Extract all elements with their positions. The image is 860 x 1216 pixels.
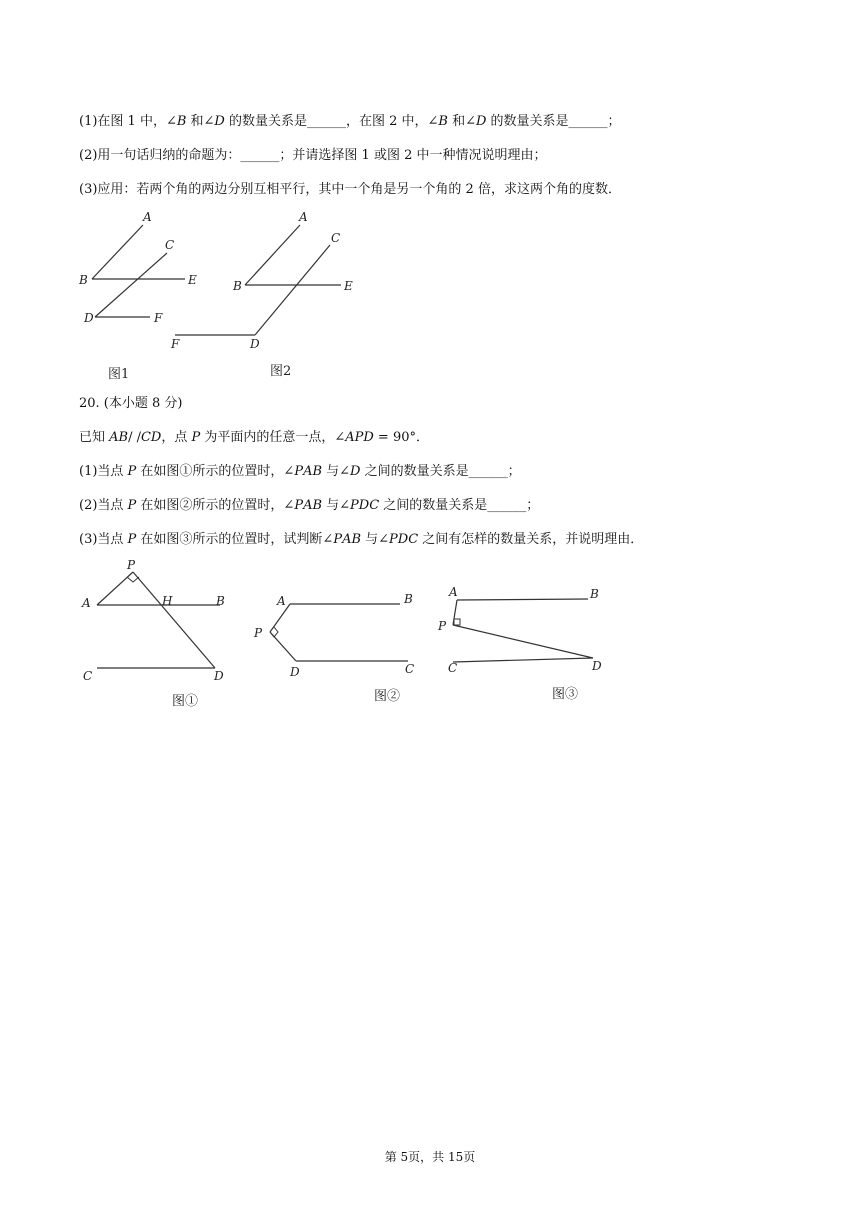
fig1-label-a: A (143, 210, 152, 224)
fig1-caption: 图1 (108, 367, 130, 382)
q20-fig2-label-c: C (405, 662, 415, 676)
q20-fig1-label-c: C (83, 669, 93, 683)
fig2-label-d: D (250, 337, 260, 351)
q20-fig3-label-p: P (438, 619, 447, 633)
q20-fig1-label-b: B (216, 594, 225, 608)
q20-part2: (2)当点 𝑃 在如图②所示的位置时，∠𝑃𝐴𝐵 与∠𝑃𝐷𝐶 之间的数量关系是______； (79, 498, 540, 513)
q20-fig2-label-a: A (277, 594, 286, 608)
q19-part2: (2)用一句话归纳的命题为：______；并请选择图 1 或图 2 中一种情况说明理由； (79, 148, 547, 163)
q20-fig1-caption: 图① (172, 694, 199, 709)
q20-fig1-label-a: A (82, 596, 91, 610)
fig1-label-f: F (154, 311, 163, 325)
fig2-label-e: E (344, 279, 353, 293)
fig1-label-d: D (84, 311, 94, 325)
q20-fig1-label-h: H (162, 594, 173, 608)
q20-fig3-label-b: B (590, 587, 599, 601)
fig2-caption: 图2 (270, 364, 292, 379)
fig2-label-b: B (233, 279, 242, 293)
q20-fig2-label-d: D (290, 665, 300, 679)
fig2-label-a: A (299, 210, 308, 224)
fig2-label-f: F (171, 337, 180, 351)
fig1-label-b: B (79, 273, 88, 287)
q20-fig1-label-d: D (214, 669, 224, 683)
q20-fig3-label-c: C (448, 661, 458, 675)
page-footer: 第 5页，共 15页 (384, 1150, 476, 1164)
q20-figure-2 (248, 580, 428, 715)
q20-fig2-label-p: P (254, 626, 263, 640)
q20-fig3-label-d: D (592, 659, 602, 673)
q20-fig2-caption: 图② (374, 689, 401, 704)
fig1-label-c: C (165, 238, 175, 252)
q20-fig3-label-a: A (449, 585, 458, 599)
q20-part3: (3)当点 𝑃 在如图③所示的位置时，试判断∠𝑃𝐴𝐵 与∠𝑃𝐷𝐶 之间有怎样的数量关系，并说明理由． (79, 532, 644, 547)
q20-fig2-label-b: B (404, 592, 413, 606)
q20-figure-3 (435, 580, 615, 710)
fig2-label-c: C (331, 231, 341, 245)
q20-fig3-caption: 图③ (552, 687, 579, 702)
fig1-label-e: E (188, 273, 197, 287)
q19-part1: (1)在图 1 中，∠𝐵 和∠𝐷 的数量关系是______，在图 2 中，∠𝐵 和∠𝐷 的数量关系是______； (79, 114, 621, 129)
q19-part3: (3)应用：若两个角的两边分别互相平行，其中一个角是另一个角的 2 倍，求这两个角的度数． (79, 182, 621, 197)
q20-header: 20. (本小题 8 分) (79, 396, 183, 411)
q19-figure-2 (165, 205, 365, 385)
q20-figure-1 (75, 555, 240, 715)
q20-fig1-label-p: P (127, 558, 136, 572)
q20-given: 已知 𝐴𝐵/ /𝐶𝐷，点 𝑃 为平面内的任意一点，∠𝐴𝑃𝐷 = 90°． (79, 430, 429, 445)
q20-part1: (1)当点 𝑃 在如图①所示的位置时，∠𝑃𝐴𝐵 与∠𝐷 之间的数量关系是______； (79, 464, 521, 479)
